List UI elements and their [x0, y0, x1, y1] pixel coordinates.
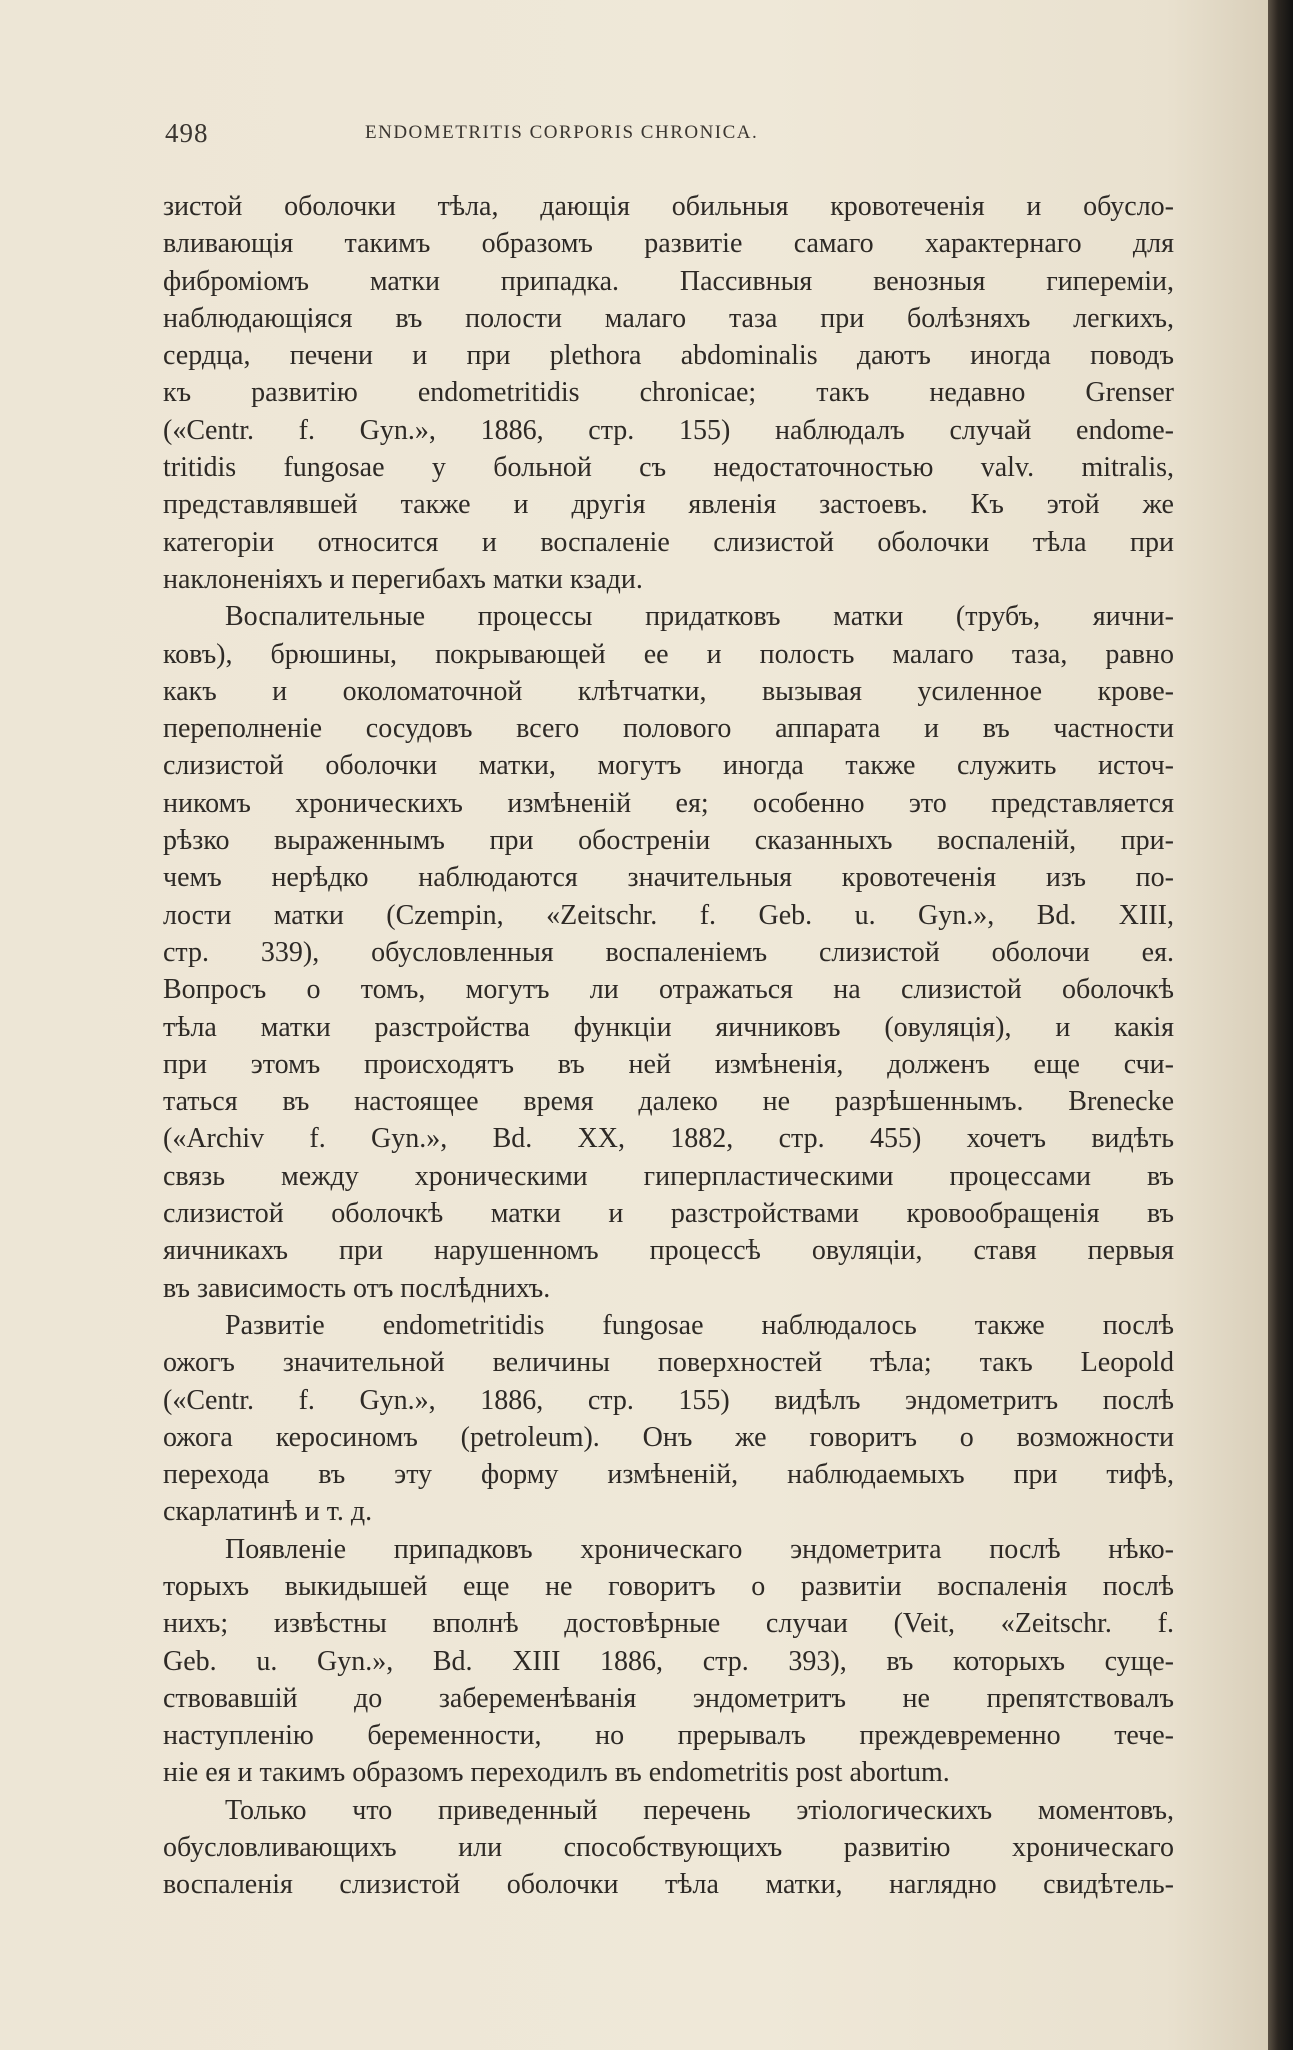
text-line: ствовавшій до забеременѣванія эндометритъ не препятствовалъ	[163, 1682, 1174, 1714]
text-line: никомъ хроническихъ измѣненій ея; особенно это представляется	[163, 787, 1174, 819]
text-line: наблюдающіяся въ полости малаго таза при болѣзняхъ легкихъ,	[163, 302, 1174, 334]
text-line: вливающія такимъ образомъ развитіе самаго характернаго для	[163, 228, 1174, 260]
running-head: ENDOMETRITIS CORPORIS CHRONICA.	[365, 122, 759, 143]
text-line: тѣла матки разстройства функціи яичниковъ (овуляція), и какія	[163, 1011, 1174, 1043]
text-line: въ зависимость отъ послѣднихъ.	[163, 1272, 551, 1304]
text-line: Появленіе припадковъ хроническаго эндометрита послѣ нѣко-	[225, 1533, 1174, 1565]
text-line: наклоненіяхъ и перегибахъ матки кзади.	[163, 563, 643, 595]
text-line: обусловливающихъ или способствующихъ развитію хроническаго	[163, 1832, 1174, 1864]
text-line: таться въ настоящее время далеко не разрѣшеннымъ. Brenecke	[163, 1086, 1174, 1118]
paragraph	[163, 188, 1174, 598]
text-line: («Archiv f. Gyn.», Bd. XX, 1882, стр. 455) хочетъ видѣть	[163, 1123, 1174, 1155]
text-line: слизистой оболочки матки, могутъ иногда также служить источ-	[163, 750, 1174, 782]
text-line: Вопросъ о томъ, могутъ ли отражаться на слизистой оболочкѣ	[163, 974, 1174, 1006]
text-line: воспаленія слизистой оболочки тѣла матки, наглядно свидѣтель-	[163, 1869, 1174, 1901]
text-line: зистой оболочки тѣла, дающія обильныя кровотеченія и обусло-	[163, 191, 1174, 222]
text-line: Geb. u. Gyn.», Bd. XIII 1886, стр. 393), въ которыхъ суще-	[163, 1645, 1174, 1677]
text-line: слизистой оболочкѣ матки и разстройствами кровообращенія въ	[163, 1198, 1174, 1230]
body-text	[163, 188, 1174, 1904]
paragraph	[163, 1531, 1174, 1792]
text-line: торыхъ выкидышей еще не говоритъ о развитіи воспаленія послѣ	[163, 1570, 1174, 1602]
text-line: представлявшей также и другія явленія застоевъ. Къ этой же	[163, 489, 1174, 521]
paragraph	[163, 1307, 1174, 1531]
text-line: ніе ея и такимъ образомъ переходилъ въ endometritis post abortum.	[163, 1757, 950, 1789]
text-line: яичникахъ при нарушенномъ процессѣ овуляціи, ставя первыя	[163, 1235, 1174, 1267]
book-spine-shadow	[1268, 0, 1293, 2050]
text-line: Только что приведенный перечень этіологическихъ моментовъ,	[225, 1794, 1174, 1826]
text-line: при этомъ происходятъ въ ней измѣненія, долженъ еще счи-	[163, 1048, 1174, 1080]
text-line: («Centr. f. Gyn.», 1886, стр. 155) наблюдалъ случай endome-	[163, 414, 1174, 446]
text-line: Развитіе endometritidis fungosae наблюдалось также послѣ	[225, 1309, 1174, 1341]
text-line: фиброміомъ матки припадка. Пассивныя венозныя гипереміи,	[163, 265, 1174, 297]
text-line: ожогъ значительной величины поверхностей тѣла; такъ Leopold	[163, 1347, 1174, 1379]
text-line: сердца, печени и при plethora abdominalis даютъ иногда поводъ	[163, 340, 1174, 372]
text-line: стр. 339), обусловленныя воспаленіемъ слизистой оболочи ея.	[163, 936, 1174, 968]
text-line: какъ и околоматочной клѣтчатки, вызывая усиленное крове-	[163, 675, 1174, 707]
text-line: нихъ; извѣстны вполнѣ достовѣрные случаи (Veit, «Zeitschr. f.	[163, 1608, 1174, 1640]
text-line: ковъ), брюшины, покрывающей ее и полость малаго таза, равно	[163, 638, 1174, 670]
text-line: чемъ нерѣдко наблюдаются значительныя кровотеченія изъ по-	[163, 862, 1174, 894]
text-line: къ развитію endometritidis chronicae; такъ недавно Grenser	[163, 377, 1174, 409]
text-line: лости матки (Czempin, «Zeitschr. f. Geb. u. Gyn.», Bd. XIII,	[163, 899, 1174, 931]
page-number: 498	[165, 118, 209, 148]
paragraph	[163, 598, 1174, 1307]
text-line: перехода въ эту форму измѣненій, наблюдаемыхъ при тифѣ,	[163, 1459, 1174, 1491]
text-line: связь между хроническими гиперпластическими процессами въ	[163, 1160, 1174, 1192]
text-line: скарлатинѣ и т. д.	[163, 1496, 373, 1528]
text-line: категоріи относится и воспаленіе слизистой оболочки тѣла при	[163, 526, 1174, 558]
text-line: наступленію беременности, но прерывалъ преждевременно тече-	[163, 1720, 1174, 1752]
text-line: («Centr. f. Gyn.», 1886, стр. 155) видѣлъ эндометритъ послѣ	[163, 1384, 1174, 1416]
text-line: Воспалительные процессы придатковъ матки (трубъ, яични-	[225, 601, 1174, 633]
paragraph	[163, 1792, 1174, 1904]
text-line: ожога керосиномъ (petroleum). Онъ же говоритъ о возможности	[163, 1421, 1174, 1453]
text-line: рѣзко выраженнымъ при обостреніи сказанныхъ воспаленій, при-	[163, 825, 1174, 857]
text-line: переполненіе сосудовъ всего полового аппарата и въ частности	[163, 713, 1174, 745]
text-line: tritidis fungosae у больной съ недостаточностью valv. mitralis,	[163, 452, 1174, 484]
page-header	[165, 118, 1175, 158]
